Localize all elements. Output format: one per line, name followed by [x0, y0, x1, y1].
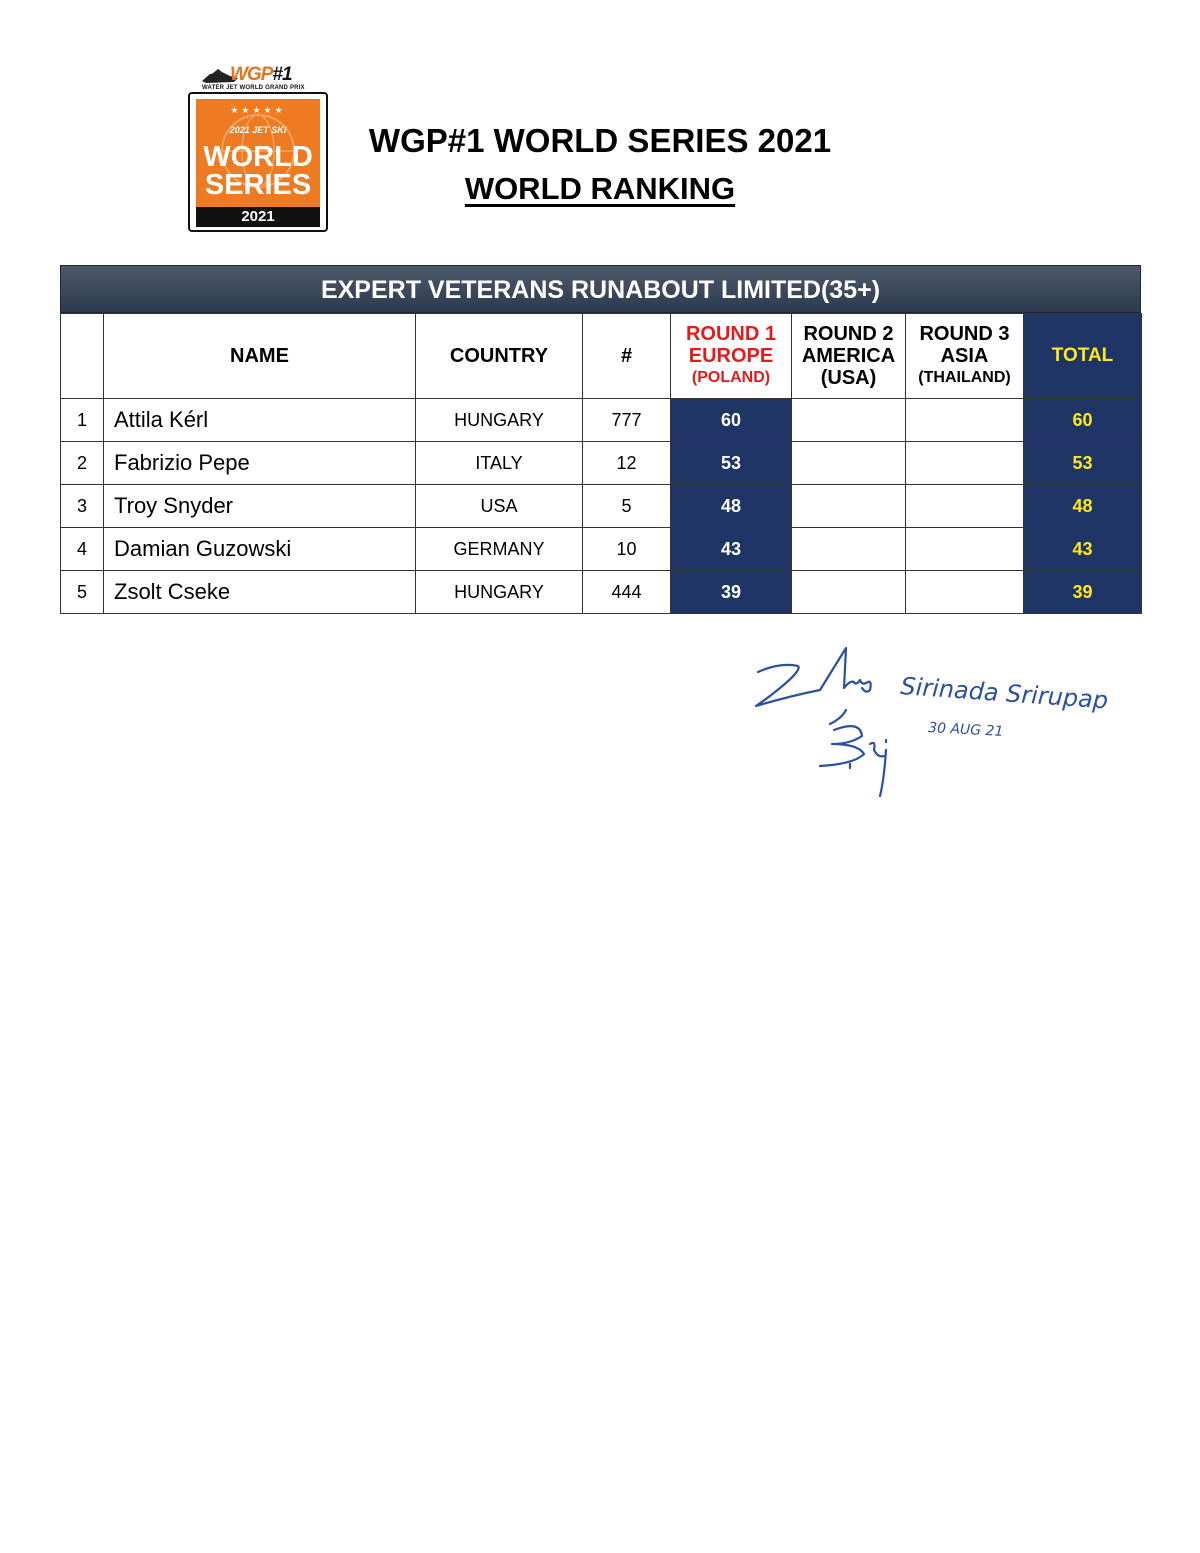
page-subtitle: WORLD RANKING — [464, 171, 736, 206]
row-round1: 53 — [671, 442, 792, 485]
row-round1: 43 — [671, 528, 792, 571]
row-name: Zsolt Cseke — [104, 571, 416, 614]
row-round2 — [792, 485, 906, 528]
ranking-table — [60, 265, 1141, 614]
round2-region: AMERICA — [801, 345, 896, 367]
row-round2 — [792, 528, 906, 571]
round2-country: (USA) — [820, 367, 877, 389]
header-round2 — [792, 314, 906, 399]
row-rank: 4 — [61, 528, 104, 571]
table-row — [61, 528, 1142, 571]
row-name: Damian Guzowski — [104, 528, 416, 571]
row-round3 — [906, 571, 1024, 614]
header-total: TOTAL — [1024, 314, 1142, 399]
row-round3 — [906, 399, 1024, 442]
logo-word-world: WORLD — [203, 141, 313, 173]
row-total: 48 — [1024, 485, 1142, 528]
header-row — [61, 314, 1142, 399]
round1-label: ROUND 1 — [685, 323, 776, 345]
row-country: USA — [416, 485, 583, 528]
row-number: 10 — [583, 528, 671, 571]
row-round1: 39 — [671, 571, 792, 614]
logo-year: 2021 — [196, 207, 320, 227]
table-row — [61, 442, 1142, 485]
row-number: 444 — [583, 571, 671, 614]
row-name: Fabrizio Pepe — [104, 442, 416, 485]
row-country: HUNGARY — [416, 399, 583, 442]
category-banner: EXPERT VETERANS RUNABOUT LIMITED(35+) — [60, 265, 1141, 313]
row-rank: 3 — [61, 485, 104, 528]
row-total: 39 — [1024, 571, 1142, 614]
row-round3 — [906, 442, 1024, 485]
row-number: 12 — [583, 442, 671, 485]
header-round3 — [906, 314, 1024, 399]
logo-badge — [188, 92, 328, 232]
round2-label: ROUND 2 — [803, 323, 894, 345]
row-round3 — [906, 528, 1024, 571]
row-round2 — [792, 571, 906, 614]
row-rank: 2 — [61, 442, 104, 485]
ranking-grid — [60, 313, 1142, 614]
row-total: 43 — [1024, 528, 1142, 571]
row-round2 — [792, 399, 906, 442]
signature-name: Sirinada Srirupap — [899, 672, 1109, 715]
row-round2 — [792, 442, 906, 485]
row-country: HUNGARY — [416, 571, 583, 614]
row-total: 60 — [1024, 399, 1142, 442]
logo-word-series: SERIES — [204, 169, 312, 201]
logo-top — [186, 62, 328, 92]
row-number: 777 — [583, 399, 671, 442]
row-name: Attila Kérl — [104, 399, 416, 442]
row-round1: 60 — [671, 399, 792, 442]
row-round3 — [906, 485, 1024, 528]
header-name: NAME — [104, 314, 416, 399]
row-total: 53 — [1024, 442, 1142, 485]
row-round1: 48 — [671, 485, 792, 528]
row-country: GERMANY — [416, 528, 583, 571]
logo-brand: WGP#1 — [230, 64, 292, 85]
signature — [750, 640, 1120, 810]
round1-country: (POLAND) — [691, 369, 771, 386]
signature-date: 30 AUG 21 — [927, 720, 1004, 740]
table-row — [61, 485, 1142, 528]
page-title: WGP#1 WORLD SERIES 2021 — [368, 122, 832, 159]
round3-region: ASIA — [940, 345, 989, 367]
header-rank — [61, 314, 104, 399]
header-round1 — [671, 314, 792, 399]
round1-region: EUROPE — [688, 345, 774, 367]
round3-country: (THAILAND) — [918, 369, 1011, 386]
row-rank: 5 — [61, 571, 104, 614]
logo-tagline: WATER JET WORLD GRAND PRIX — [202, 85, 305, 91]
header-number: # — [583, 314, 671, 399]
row-rank: 1 — [61, 399, 104, 442]
header-country: COUNTRY — [416, 314, 583, 399]
row-country: ITALY — [416, 442, 583, 485]
table-row — [61, 571, 1142, 614]
row-name: Troy Snyder — [104, 485, 416, 528]
round3-label: ROUND 3 — [919, 323, 1010, 345]
logo-stars: ★★★★★ — [230, 105, 286, 115]
row-number: 5 — [583, 485, 671, 528]
table-row — [61, 399, 1142, 442]
logo-small-text: 2021 JET SKI — [229, 125, 287, 135]
